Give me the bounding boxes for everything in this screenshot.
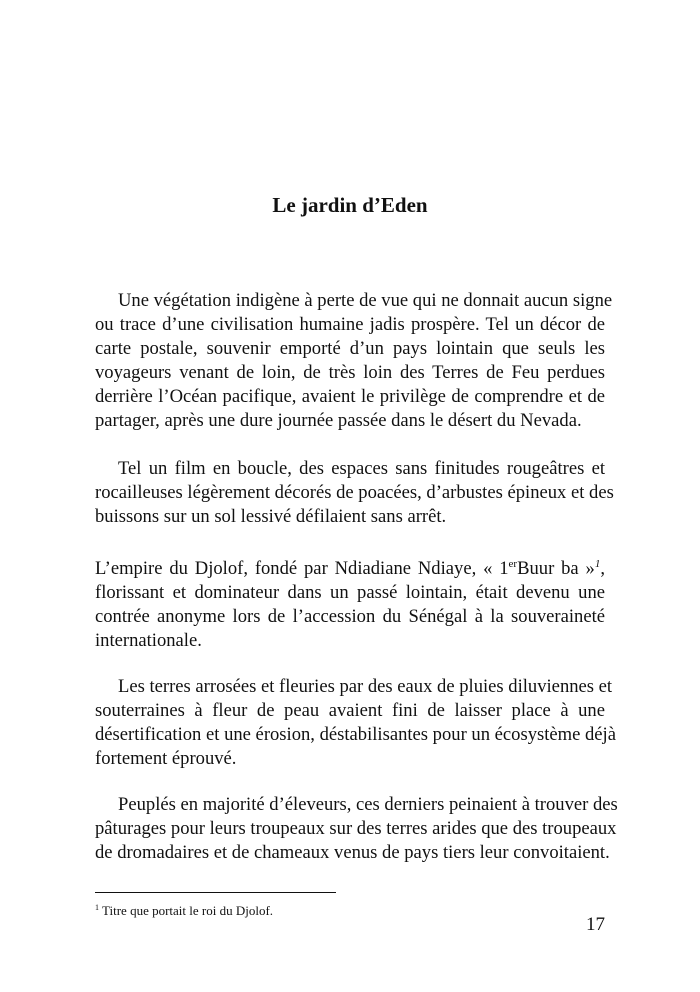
text-line: internationale.	[95, 630, 202, 651]
paragraph-5	[95, 793, 618, 865]
text-line: de dromadaires et de chameaux venus de pays tiers leur convoitaient.	[95, 842, 610, 863]
text-segment: ,	[600, 558, 605, 579]
text-line: buissons sur un sol lessivé défilaient sans arrêt.	[95, 506, 447, 527]
chapter-title: Le jardin d’Eden	[272, 193, 428, 217]
text-line: fortement éprouvé.	[95, 748, 237, 769]
paragraph-3	[95, 557, 605, 653]
footnote-marker: 1	[95, 903, 99, 912]
footnote-separator	[95, 892, 336, 893]
text-line: désertification et une érosion, déstabilisantes pour un écosystème déjà	[95, 724, 616, 745]
footnote-text: Titre que portait le roi du Djolof.	[102, 903, 274, 918]
text-line: contrée anonyme lors de l’accession du Sénégal à la souveraineté	[95, 606, 605, 627]
text-line	[95, 557, 605, 581]
footnote	[95, 903, 273, 919]
page-number: 17	[586, 914, 605, 935]
text-line: Les terres arrosées et fleuries par des eaux de pluies diluviennes et	[118, 676, 613, 697]
text-line: souterraines à fleur de peau avaient fini de laisser place à une	[95, 700, 605, 721]
footnote-reference[interactable]: 1	[594, 558, 601, 570]
text-line: carte postale, souvenir emporté d’un pays lointain que seuls les	[95, 338, 605, 359]
text-line: rocailleuses légèrement décorés de poacées, d’arbustes épineux et des	[95, 482, 614, 503]
text-line: partager, après une dure journée passée dans le désert du Nevada.	[95, 410, 582, 431]
text-segment: Buur ba »	[517, 558, 595, 579]
text-line: Peuplés en majorité d’éleveurs, ces derniers peinaient à trouver des	[118, 794, 618, 815]
paragraph-4	[95, 675, 616, 771]
text-line: voyageurs venant de loin, de très loin des Terres de Feu perdues	[95, 362, 605, 383]
superscript: er	[508, 558, 518, 570]
paragraph-1	[95, 289, 613, 433]
text-line: ou trace d’une civilisation humaine jadis prospère. Tel un décor de	[95, 314, 605, 335]
text-line: Une végétation indigène à perte de vue qui ne donnait aucun signe	[118, 290, 613, 311]
paragraph-2	[95, 457, 614, 529]
text-segment: L’empire du Djolof, fondé par Ndiadiane Ndiaye, « 1	[95, 558, 509, 579]
text-line: derrière l’Océan pacifique, avaient le privilège de comprendre et de	[95, 386, 605, 407]
text-line: florissant et dominateur dans un passé lointain, était devenu une	[95, 582, 605, 603]
text-line: Tel un film en boucle, des espaces sans finitudes rougeâtres et	[118, 458, 605, 479]
text-line: pâturages pour leurs troupeaux sur des terres arides que des troupeaux	[95, 818, 617, 839]
